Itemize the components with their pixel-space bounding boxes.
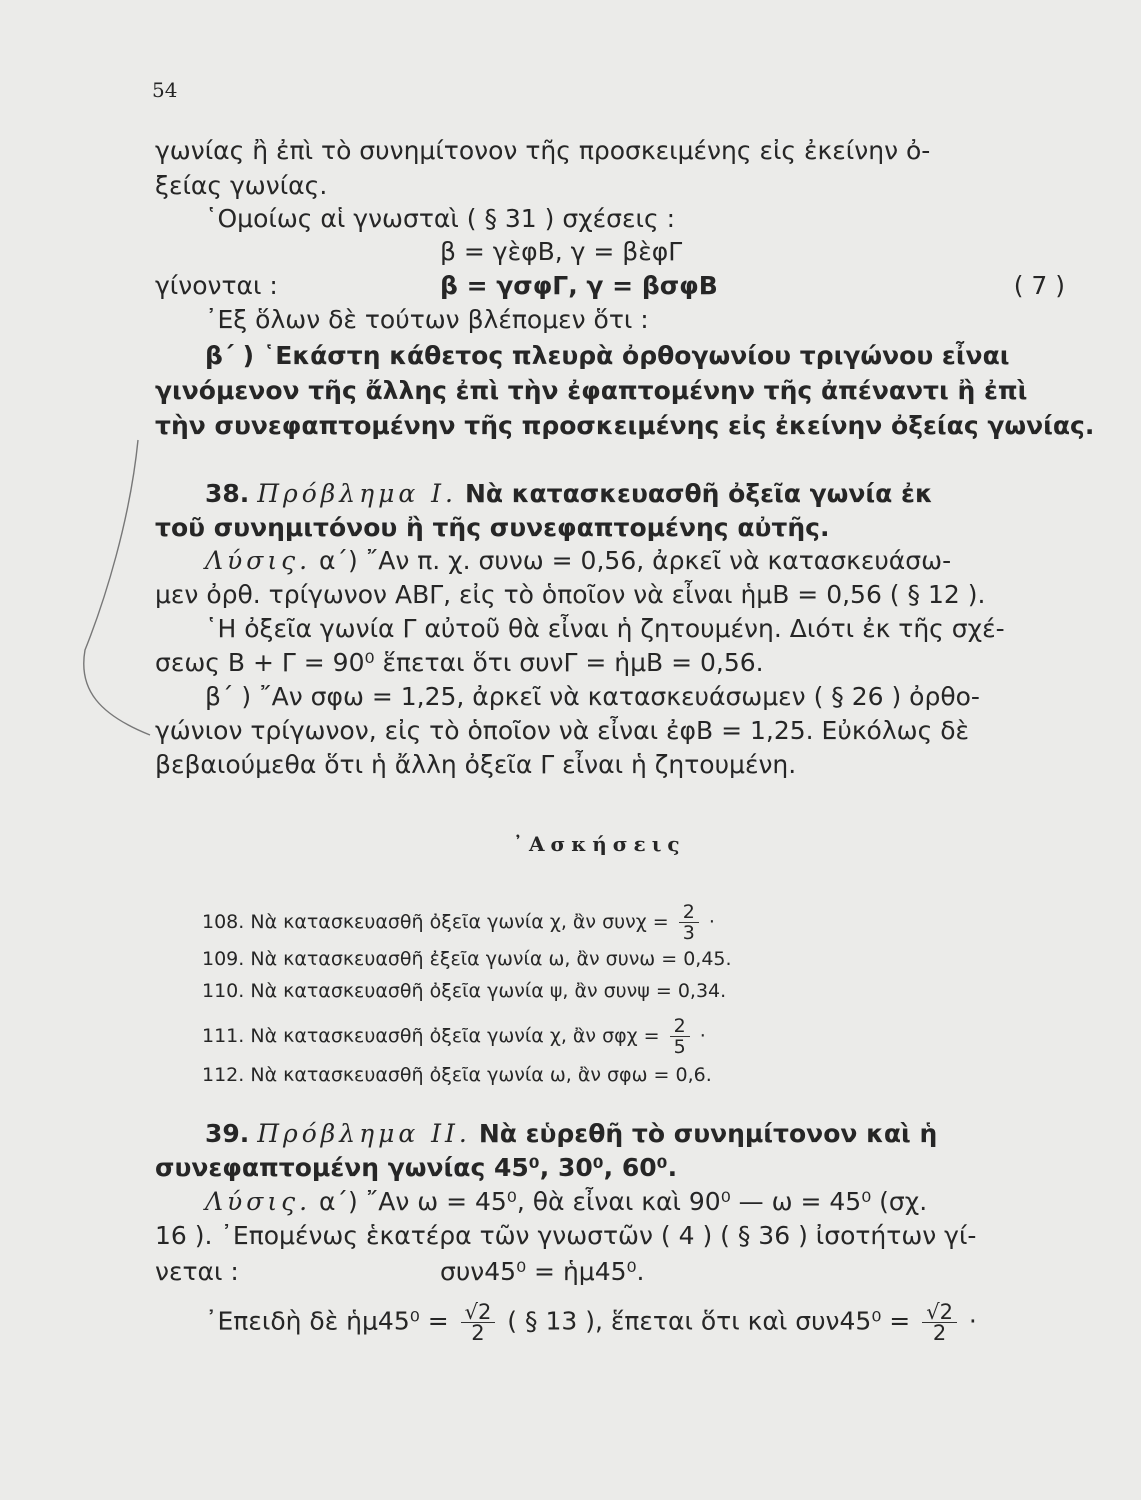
fraction-numerator: √2 [922, 1302, 957, 1323]
exercise-110 [202, 978, 902, 1004]
theorem-line-3: τὴν συνεφαπτομένην τῆς προσκειμένης εἰς ἐκείνην ὀξείας γωνίας. [155, 411, 1095, 440]
text-line-5: ᾿Εξ ὅλων δὲ τούτων βλέπομεν ὅτι : [205, 305, 649, 334]
problem-1-title [205, 478, 1065, 510]
problem-1-line5: β΄ ) ῎Αν σφω = 1,25, ἀρκεῖ νὰ κατασκευάσωμεν ( § 26 ) ὀρθο- [205, 682, 980, 711]
text-epetai: ( § 13 ), ἕπεται ὅτι καὶ συν45⁰ = [507, 1306, 911, 1336]
exercise-number: 110. [202, 980, 245, 1002]
exercise-108 [202, 902, 902, 943]
fraction-denominator: 3 [682, 922, 695, 944]
fraction-denominator: 2 [932, 1321, 947, 1345]
text-tail: · [968, 1306, 977, 1336]
problem-2-line2: 16 ). ᾿Επομένως ἑκατέρα τῶν γνωστῶν ( 4 ) ( § 36 ) ἰσοτήτων γί- [155, 1221, 977, 1250]
exercise-text: Νὰ κατασκευασθῆ ἐξεῖα γωνία ω, ἂν συνω = 0,45. [250, 948, 732, 970]
page-number: 54 [152, 78, 178, 102]
problem-1-label: Πρόβλημα Ι. [257, 479, 457, 508]
formula-line-2 [155, 270, 1065, 302]
problem-1-line7: βεβαιούμεθα ὅτι ἡ ἄλλη ὀξεῖα Γ εἶναι ἡ ζητουμένη. [155, 750, 797, 779]
solution-label: Λύσις. [205, 1187, 312, 1216]
exercises-heading: ᾿Ασκήσεις [513, 832, 686, 856]
problem-2-line3 [155, 1256, 1065, 1288]
problem-2-line4 [205, 1302, 1065, 1343]
formula-line-1: β = γὲφΒ, γ = βὲφΓ [440, 237, 683, 266]
exercise-111 [202, 1016, 902, 1057]
problem-1-number: 38. [205, 479, 250, 508]
exercise-number: 112. [202, 1064, 245, 1086]
fraction-numerator: 2 [679, 902, 699, 923]
formula-7: β = γσφΓ, γ = βσφΒ [440, 271, 718, 300]
fraction-denominator: 5 [673, 1036, 686, 1058]
problem-2-number: 39. [205, 1119, 250, 1148]
theorem-line-2: γινόμενον τῆς ἄλλης ἐπὶ τὴν ἐφαπτομένην τῆς ἀπέναντι ἢ ἐπὶ [155, 376, 1028, 405]
text-line-2: ξείας γωνίας. [155, 171, 328, 200]
fraction-root2 [461, 1302, 496, 1343]
problem-2-title-line2: συνεφαπτομένη γωνίας 45⁰, 30⁰, 60⁰. [155, 1153, 678, 1182]
fraction-root2-second [922, 1302, 957, 1343]
solution-text: α΄) ῎Αν ω = 45⁰, θὰ εἶναι καὶ 90⁰ — ω = 45⁰ (σχ. [319, 1187, 928, 1216]
solution-label: Λύσις. [205, 546, 312, 575]
problem-2-title-rest: Νὰ εὑρεθῆ τὸ συνημίτονον καὶ ἡ [478, 1119, 938, 1148]
text-line-1: γωνίας ἢ ἐπὶ τὸ συνημίτονον τῆς προσκειμένης εἰς ἐκείνην ὀ- [155, 136, 931, 165]
solution-text: α΄) ῎Αν π. χ. συνω = 0,56, ἀρκεῖ νὰ κατασκευάσω- [319, 546, 952, 575]
exercise-109 [202, 946, 902, 972]
fraction [679, 902, 699, 943]
exercise-number: 111. [202, 1025, 245, 1047]
exercise-text: Νὰ κατασκευασθῆ ὀξεῖα γωνία ψ, ἂν συνψ = 0,34. [250, 980, 727, 1002]
problem-1-line2: μεν ὀρθ. τρίγωνον ΑΒΓ, εἰς τὸ ὁποῖον νὰ εἶναι ἡμΒ = 0,56 ( § 12 ). [155, 580, 986, 609]
exercise-text: Νὰ κατασκευασθῆ ὀξεῖα γωνία χ, ἂν σφχ = [250, 1025, 660, 1047]
exercise-text: Νὰ κατασκευασθῆ ὀξεῖα γωνία χ, ἂν συνχ = [250, 911, 669, 933]
fraction [670, 1016, 690, 1057]
text-ginetai: νεται : [155, 1257, 239, 1286]
problem-1-title-line2: τοῦ συνημιτόνου ἢ τῆς συνεφαπτομένης αὐτῆς. [155, 513, 830, 542]
exercise-number: 109. [202, 948, 245, 970]
problem-1-title-rest: Νὰ κατασκευασθῆ ὀξεῖα γωνία ἐκ [464, 479, 933, 508]
exercise-112 [202, 1062, 902, 1088]
text-line-3: ῾Ομοίως αἱ γνωσταὶ ( § 31 ) σχέσεις : [205, 204, 676, 233]
exercise-text: Νὰ κατασκευασθῆ ὀξεῖα γωνία ω, ἂν σφω = 0,6. [250, 1064, 712, 1086]
fraction-numerator: √2 [461, 1302, 496, 1323]
formula-syn45: συν45⁰ = ἡμ45⁰. [440, 1257, 645, 1286]
problem-1-solution-line1 [205, 545, 1065, 577]
problem-1-line4: σεως Β + Γ = 90⁰ ἕπεται ὅτι συνΓ = ἡμΒ = 0,56. [155, 648, 764, 677]
text-ginontai: γίνονται : [155, 271, 278, 300]
text-epeidi: ᾿Επειδὴ δὲ ἡμ45⁰ = [205, 1306, 449, 1336]
equation-number-7: ( 7 ) [1013, 271, 1065, 300]
fraction-numerator: 2 [670, 1016, 690, 1037]
problem-2-title [205, 1118, 1065, 1150]
problem-2-solution-line1 [205, 1186, 1065, 1218]
exercise-number: 108. [202, 911, 245, 933]
problem-2-label: Πρόβλημα ΙΙ. [257, 1119, 471, 1148]
problem-1-line3: ῾Η ὀξεῖα γωνία Γ αὐτοῦ θὰ εἶναι ἡ ζητουμένη. Διότι ἐκ τῆς σχέ- [205, 614, 1005, 643]
theorem-line-1: β΄ ) ῾Εκάστη κάθετος πλευρὰ ὀρθογωνίου τριγώνου εἶναι [205, 341, 1010, 370]
problem-1-line6: γώνιον τρίγωνον, εἰς τὸ ὁποῖον νὰ εἶναι ἐφΒ = 1,25. Εὐκόλως δὲ [155, 716, 970, 745]
exercise-tail: · [699, 1025, 706, 1047]
exercise-tail: · [708, 911, 715, 933]
fraction-denominator: 2 [471, 1321, 485, 1345]
